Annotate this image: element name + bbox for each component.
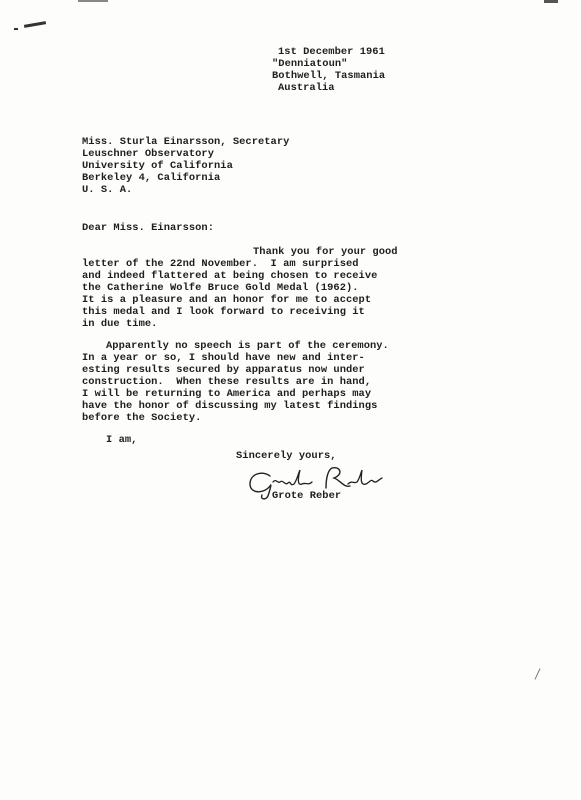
dateline-line: Australia (278, 82, 335, 94)
dateline-line: 1st December 1961 (278, 46, 385, 58)
body-line: Apparently no speech is part of the ceremony. (106, 340, 389, 352)
body-line: have the honor of discussing my latest findings (82, 400, 378, 412)
scan-mark (78, 0, 108, 2)
body-line: esting results secured by apparatus now under (82, 364, 365, 376)
scan-mark (24, 21, 46, 28)
scan-mark (14, 28, 18, 30)
scan-mark (535, 668, 541, 679)
closing-line: I am, (106, 434, 138, 446)
body-line: It is a pleasure and an honor for me to accept (82, 294, 372, 306)
body-line: in due time. (82, 318, 158, 330)
body-line: In a year or so, I should have new and inter- (82, 352, 365, 364)
body-line: construction. When these results are in hand, (82, 376, 372, 388)
body-line: I will be returning to America and perhaps may (82, 388, 372, 400)
body-line: Thank you for your good (253, 246, 398, 258)
scan-mark (544, 0, 558, 3)
body-line: before the Society. (82, 412, 202, 424)
body-line: this medal and I look forward to receiving it (82, 306, 365, 318)
signature-name: Grote Reber (272, 490, 342, 502)
dateline-line: Bothwell, Tasmania (272, 70, 386, 82)
recipient-line: University of California (82, 160, 233, 172)
body-line: letter of the 22nd November. I am surprised (82, 258, 359, 270)
salutation: Dear Miss. Einarsson: (82, 222, 214, 234)
dateline-line: "Denniatoun" (272, 58, 348, 70)
recipient-line: Miss. Sturla Einarsson, Secretary (82, 136, 290, 148)
recipient-line: U. S. A. (82, 184, 133, 196)
body-line: and indeed flattered at being chosen to receive (82, 270, 378, 282)
recipient-line: Leuschner Observatory (82, 148, 214, 160)
recipient-line: Berkeley 4, California (82, 172, 221, 184)
body-line: the Catherine Wolfe Bruce Gold Medal (1962). (82, 282, 359, 294)
valediction: Sincerely yours, (236, 450, 337, 462)
